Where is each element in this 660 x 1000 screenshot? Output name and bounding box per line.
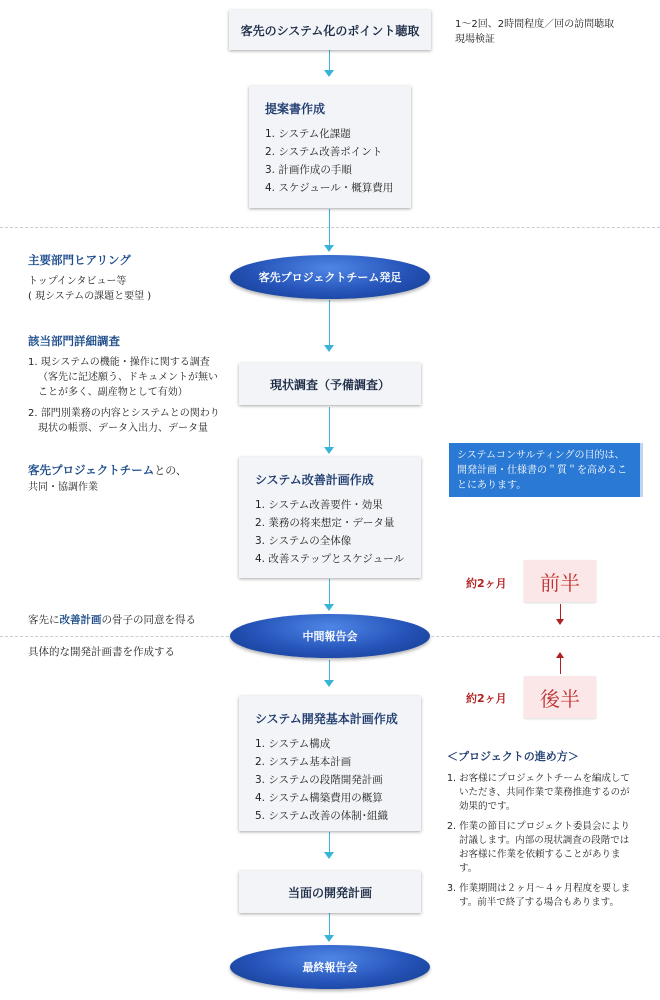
basic-plan-box <box>239 696 421 831</box>
second-half-arrow-line <box>560 658 561 674</box>
survey-label: 現状調査（予備調査） <box>269 377 390 392</box>
arrow-7 <box>324 852 334 859</box>
connector-8 <box>329 913 330 935</box>
plan-box <box>239 457 421 578</box>
proposal-list <box>265 125 411 197</box>
list-item: 2. 業務の将来想定・データ量 <box>255 517 395 529</box>
basic-plan-list <box>255 735 421 825</box>
step-hearing-box <box>229 10 431 50</box>
detail-item-2-line1: 2. 部門別業務の内容とシステムとの関わり <box>28 408 220 419</box>
list-item: 3. システムの全体像 <box>255 535 352 547</box>
detail-section <box>28 333 228 436</box>
first-half-arrow-icon <box>556 619 564 625</box>
arrow-3 <box>324 345 334 352</box>
list-item: 4. 改善ステップとスケジュール <box>255 553 405 565</box>
agreement-prefix: 客先に <box>28 614 60 626</box>
collab-section <box>28 462 187 495</box>
connector-5 <box>329 579 330 604</box>
arrow-6 <box>324 680 334 687</box>
collab-line2: 共同・協調作業 <box>28 482 98 493</box>
hearing-line1: トップインタビュー等 <box>28 276 127 287</box>
step-hearing-label: 客先のシステム化のポイント聴取 <box>240 23 420 38</box>
list-item: 3. システムの段階開発計画 <box>255 774 383 786</box>
list-item: 1. システム改善要件・効果 <box>255 499 383 511</box>
list-item: 3. 計画作成の手順 <box>265 164 352 176</box>
list-item: 2. システム改善ポイント <box>265 146 383 158</box>
list-item: 3. 作業期間は２ヶ月～４ヶ月程度を要します。前半で終了する場合もあります。 <box>447 883 631 908</box>
arrow-4 <box>324 447 334 454</box>
hearing-line2: ( 現システムの課題と要望 ) <box>28 291 152 302</box>
second-half-badge <box>524 676 596 718</box>
second-half-months: 約2ヶ月 <box>466 692 507 705</box>
purpose-note <box>449 443 643 497</box>
connector-1 <box>329 50 330 70</box>
arrow-5 <box>324 604 334 611</box>
arrow-8 <box>324 935 334 942</box>
hearing-note <box>455 17 614 47</box>
collab-suffix: との、 <box>154 464 187 477</box>
collab-line1 <box>28 462 187 478</box>
project-approach-title: ＜プロジェクトの進め方＞ <box>447 750 579 763</box>
first-half-arrow-line <box>560 604 561 620</box>
connector-3 <box>329 300 330 345</box>
final-label: 最終報告会 <box>302 961 358 974</box>
kickoff-label: 客先プロジェクトチーム発足 <box>258 271 402 284</box>
plan-list <box>255 496 421 568</box>
list-item: 2. 作業の節目にプロジェクト委員会により討議します。内部の現状調査の段階ではお客様に作業を依頼することがあります。 <box>447 821 630 874</box>
separator-top <box>0 227 660 228</box>
midterm-label: 中間報告会 <box>302 630 358 643</box>
hearing-title: 主要部門ヒアリング <box>28 253 131 267</box>
final-oval <box>230 945 430 989</box>
detail-item-1-line1: 1. 現システムの機能・操作に関する調査 <box>28 357 210 368</box>
plan-title: システム改善計画作成 <box>255 473 374 487</box>
basic-plan-title: システム開発基本計画作成 <box>255 712 398 726</box>
hearing-note-line1: 1～2回、2時間程度／回の訪問聴取 <box>455 19 615 30</box>
connector-7 <box>329 832 330 852</box>
first-half-badge <box>524 560 596 602</box>
second-half-label: 後半 <box>540 686 580 711</box>
connector-6 <box>329 660 330 680</box>
list-item: 1. システム化課題 <box>265 128 351 140</box>
proposal-box <box>249 86 411 208</box>
project-approach <box>447 748 637 916</box>
arrow-1 <box>324 70 334 77</box>
current-plan-box <box>239 871 421 913</box>
hearing-section <box>28 252 151 304</box>
list-item: 4. システム構築費用の概算 <box>255 792 383 804</box>
create-plan-text: 具体的な開発計画書を作成する <box>28 646 175 658</box>
list-item: 1. システム構成 <box>255 738 331 750</box>
agreement-highlight: 改善計画 <box>59 614 102 626</box>
detail-item-1-line2: （客先に記述願う、ドキュメントが無い <box>38 372 218 383</box>
midterm-oval <box>230 614 430 658</box>
kickoff-oval <box>230 255 430 299</box>
detail-item-1-line3: ことが多く、副産物として有効） <box>38 387 188 398</box>
project-approach-list <box>447 772 637 910</box>
agreement-text <box>28 613 196 628</box>
first-half-months: 約2ヶ月 <box>466 577 507 590</box>
list-item: 4. スケジュール・概算費用 <box>265 182 394 194</box>
purpose-note-text: システムコンサルティングの目的は、開発計画・仕様書の＂質＂を高めることにあります。 <box>457 450 627 491</box>
detail-title: 該当部門詳細調査 <box>28 334 120 348</box>
arrow-2 <box>324 245 334 252</box>
current-plan-label: 当面の開発計画 <box>287 885 372 900</box>
agreement-suffix: の骨子の同意を得る <box>101 614 196 626</box>
first-half-label: 前半 <box>540 570 580 595</box>
hearing-note-line2: 現場検証 <box>455 34 495 45</box>
detail-item-2-line2: 現状の帳票、データ入出力、データ量 <box>38 423 208 434</box>
list-item: 1. お客様にプロジェクトチームを編成していただき、共同作業で業務推進するのが効果的です。 <box>447 773 630 812</box>
survey-box <box>239 363 421 405</box>
proposal-title: 提案書作成 <box>265 102 326 116</box>
connector-2 <box>329 209 330 245</box>
collab-title: 客先プロジェクトチーム <box>28 463 155 477</box>
connector-4 <box>329 407 330 447</box>
list-item: 5. システム改善の体制･組織 <box>255 810 389 822</box>
list-item: 2. システム基本計画 <box>255 756 352 768</box>
